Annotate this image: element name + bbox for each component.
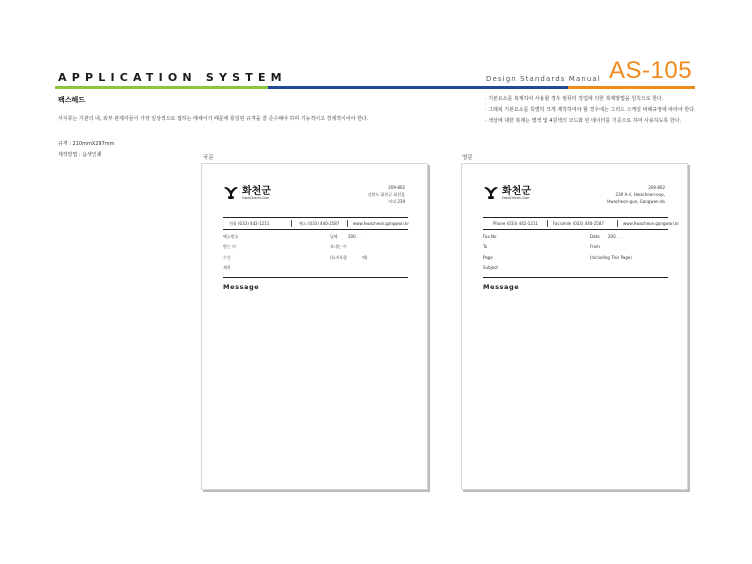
- separator: [347, 220, 348, 227]
- date-value: 200 . .: [348, 234, 361, 239]
- web-text: www.hwacheon.gangwon.kr: [623, 221, 679, 226]
- message-heading: Message: [483, 283, 520, 291]
- header-rule-blue: [268, 86, 568, 89]
- to-label: 받는 이: [223, 244, 236, 249]
- address-line: 239 A-ri, Hwacheon-eup,: [615, 192, 665, 197]
- phone-text: Phone (033) 442-1211: [493, 221, 538, 226]
- hwacheon-logo-icon: [483, 184, 499, 204]
- date-value: 200 . .: [608, 234, 621, 239]
- divider: [223, 229, 408, 230]
- web-text: www.hwacheon.gangwon.kr: [353, 221, 409, 226]
- logo-name: 화천군: [242, 186, 271, 197]
- address-line: 209-802: [648, 185, 665, 190]
- note-item: · 그래픽 기본요소를 특별히 크게 제작하여야 할 경우에는 그리드 스케일 비례규정에 따라야 한다.: [485, 105, 696, 116]
- logo-name: 화천군: [502, 186, 531, 197]
- from-label: 보내는 이: [330, 244, 347, 249]
- note-item: · 기본요소를 복제하여 사용할 경우 컴퓨터 작업에 의한 복제방법을 원칙으로 한다.: [485, 94, 696, 105]
- subject-label: 제목: [223, 265, 231, 270]
- divider: [483, 277, 668, 278]
- phone-text: 전화 (033) 442-1211: [229, 221, 270, 226]
- dept-label: 수신: [223, 255, 231, 260]
- korean-version-label: 국문: [203, 155, 214, 161]
- english-version-label: 영문: [462, 155, 473, 161]
- page-code: AS-105: [609, 57, 693, 84]
- header-rule-orange: [568, 86, 695, 89]
- section-description: 서식류는 기관의 내, 외부 관계자들이 가장 일상적으로 접하는 매체이기 때문에 통일된 규격을 잘 준수해야 하며 기능적이고 경제적이어야 한다.: [58, 116, 369, 122]
- address-line: 강원도 화천군 화천읍: [367, 192, 405, 197]
- divider: [483, 217, 668, 218]
- header-rule-green: [55, 86, 268, 89]
- pages-suffix: 매): [362, 255, 368, 260]
- including-label: (Including This Page): [590, 255, 632, 260]
- page-title: APPLICATION SYSTEM: [58, 71, 287, 84]
- manual-label: Design Standards Manual: [486, 75, 601, 83]
- section-title: 팩스헤드: [58, 96, 86, 104]
- pages-label: (표지포함: [330, 255, 348, 260]
- to-label: To: [483, 244, 488, 249]
- fax-no-label: 팩스번호: [223, 234, 239, 239]
- fax-text: 팩스 (033) 440-2587: [299, 221, 340, 226]
- fax-no-label: Fax.No: [483, 234, 497, 239]
- address-line: Hwacheon-gun, Gangwon-do: [607, 199, 665, 204]
- date-label: Date: [590, 234, 600, 239]
- message-heading: Message: [223, 283, 260, 291]
- note-item: · 색상에 대한 복제는 별색 및 4원색의 코드화 된 데이터를 기준으로 하여 사용하도록 한다.: [485, 116, 696, 127]
- divider: [223, 277, 408, 278]
- date-label: 날짜: [330, 234, 338, 239]
- fax-sheet-korean: [201, 163, 428, 490]
- address-line: 209-802: [388, 185, 405, 190]
- hwacheon-logo-icon: [223, 184, 239, 204]
- address-line: 아리 239: [388, 199, 405, 204]
- spec-method: 제작방법 : 옵셋인쇄: [58, 152, 102, 158]
- divider: [483, 229, 668, 230]
- separator: [617, 220, 618, 227]
- fax-sheet-english: [461, 163, 688, 490]
- page-label: Page: [483, 255, 493, 260]
- separator: [291, 220, 292, 227]
- logo-subtitle: HwaCheon-Gun: [502, 196, 530, 200]
- logo-subtitle: HwaCheon-Gun: [242, 196, 270, 200]
- from-label: From: [590, 244, 600, 249]
- separator: [547, 220, 548, 227]
- divider: [223, 217, 408, 218]
- notes-list: [485, 94, 696, 127]
- subject-label: Subject: [483, 265, 498, 270]
- fax-text: Facsimile (033) 440-2587: [553, 221, 604, 226]
- spec-size: 규격 : 210mmX297mm: [58, 141, 115, 147]
